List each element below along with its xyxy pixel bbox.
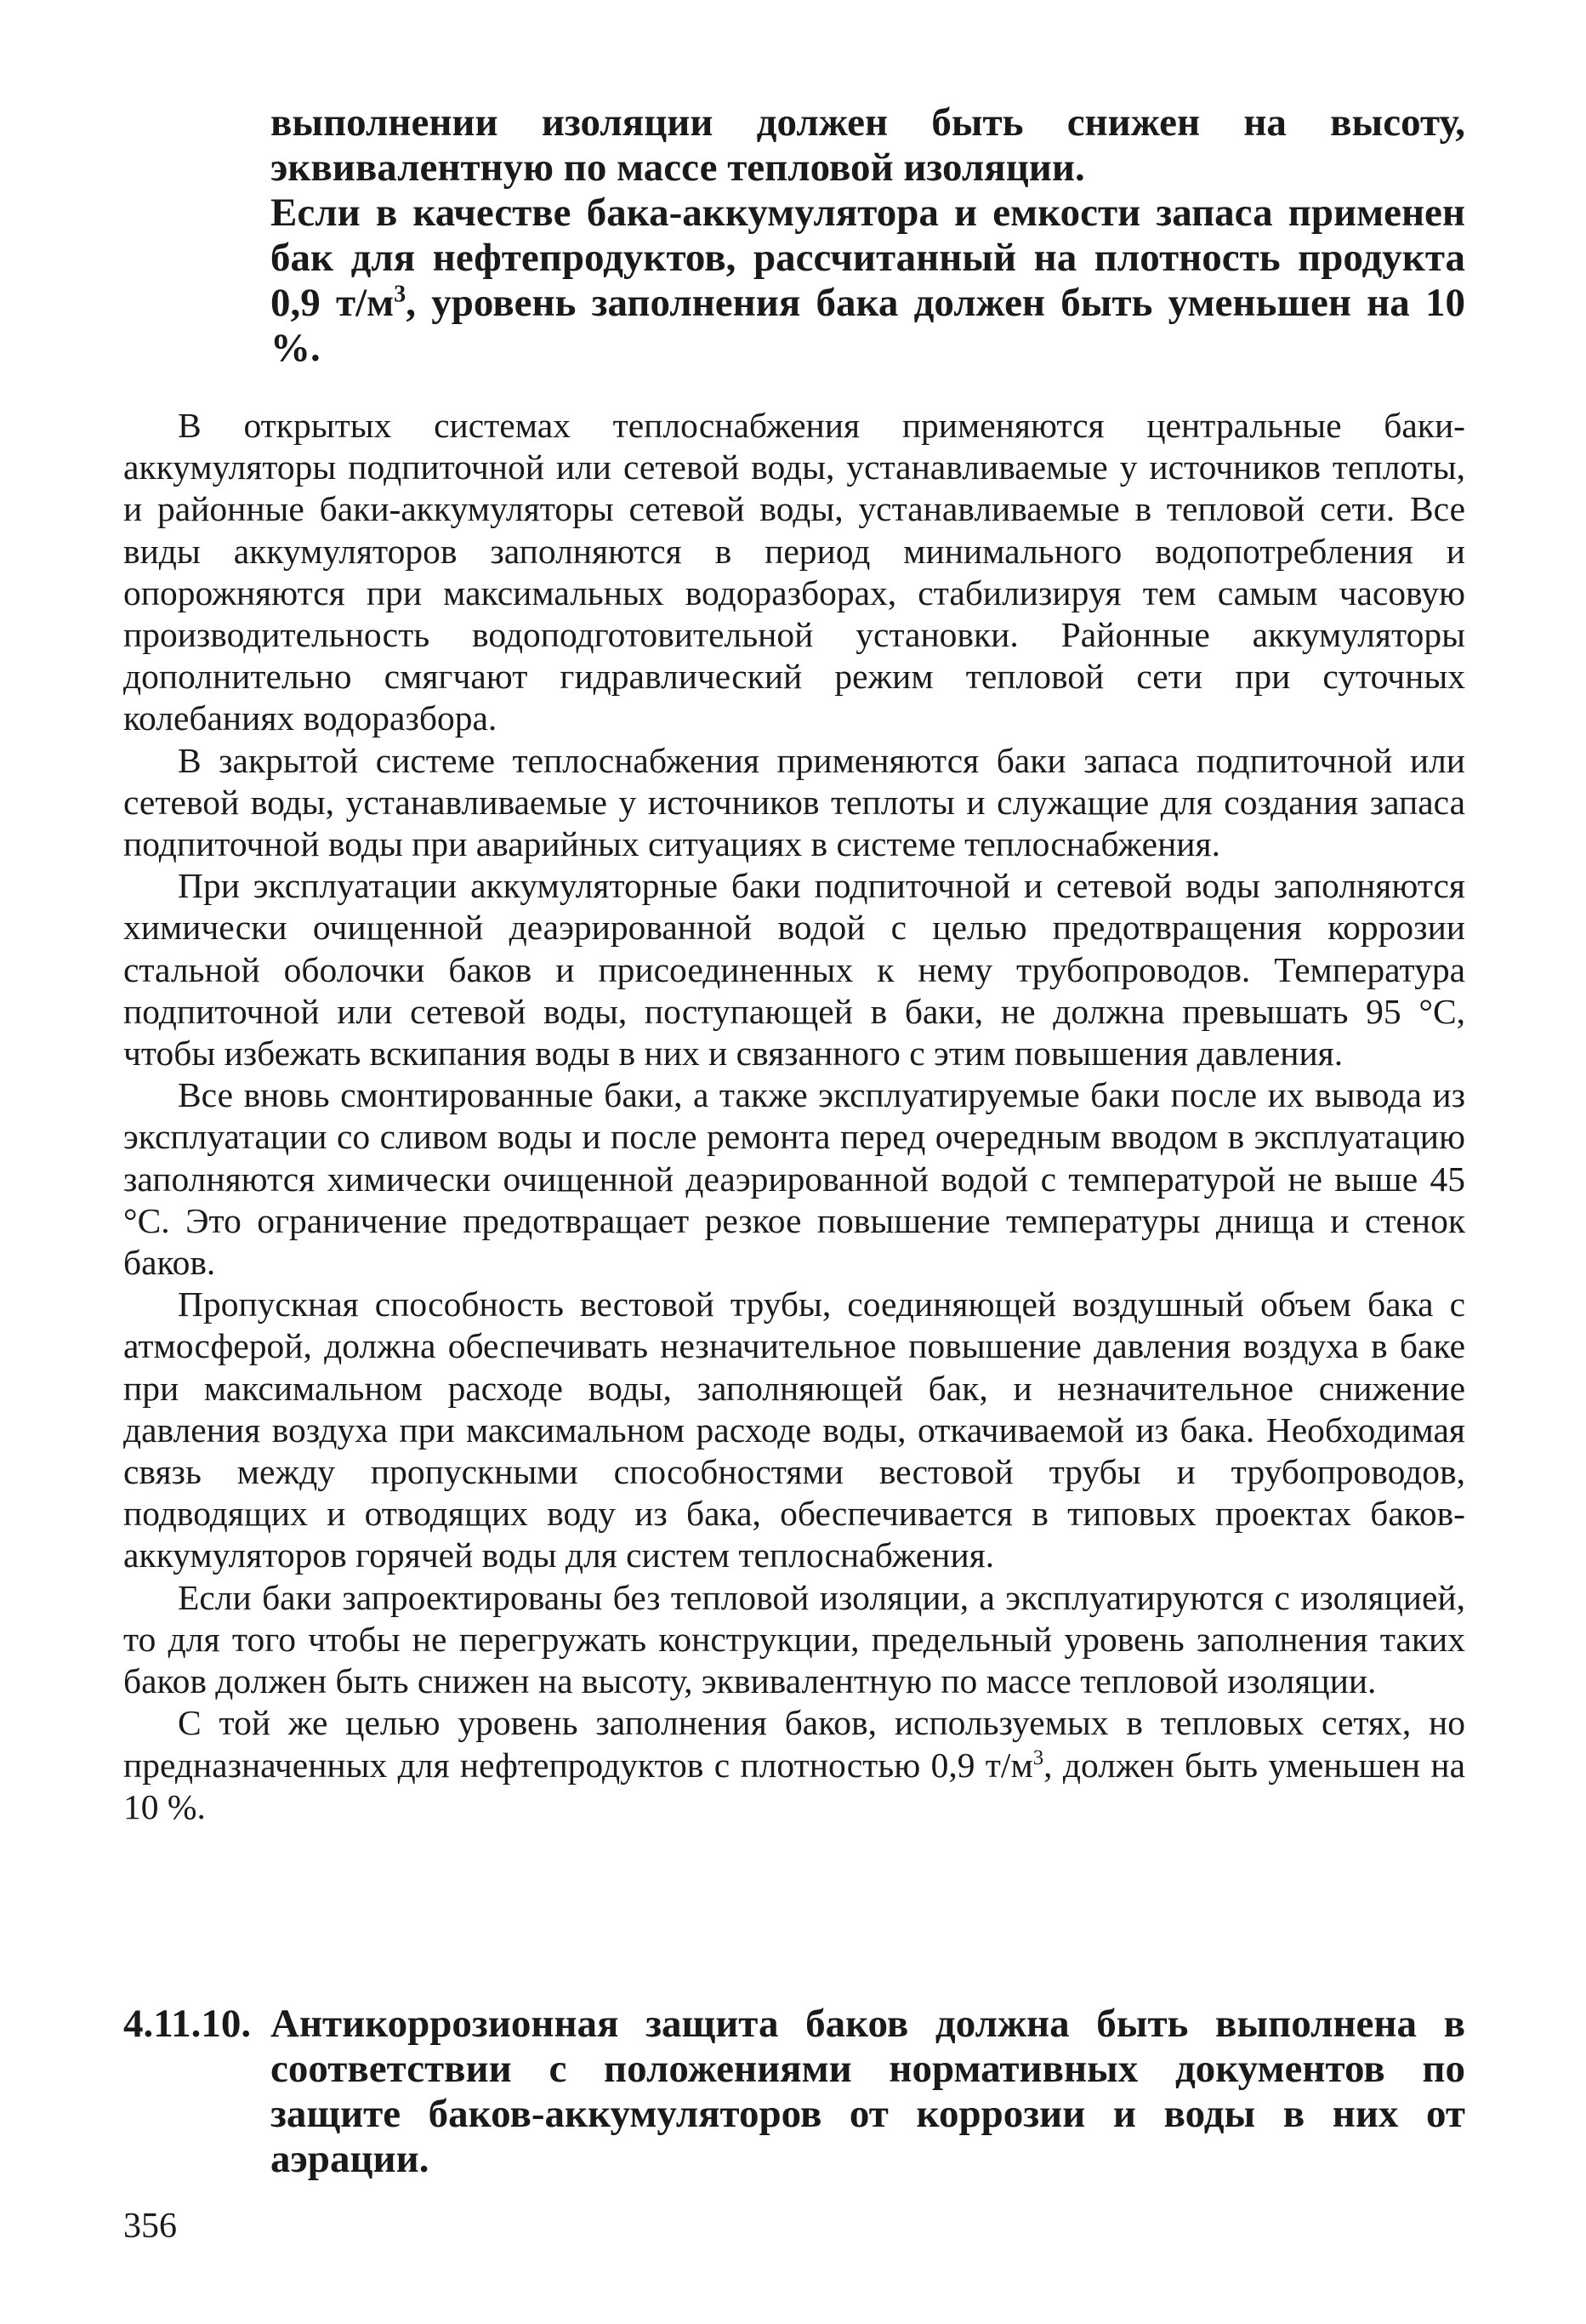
body-paragraph: При эксплуатации аккумуляторные баки подпиточной и сетевой воды заполняются химически очищенной деаэрированной водой с целью предотвращения коррозии стальной оболочки баков и присоединенных к нему трубопроводов. Температура подпиточной или сетевой воды, поступающей в баки, не должна превышать 95 °С, чтобы избежать вскипания воды в них и связанного с этим повышения давления. [123,866,1465,1074]
section-4-11-10 [123,2002,1465,2182]
body-paragraph: Пропускная способность вестовой трубы, соединяющей воздушный объем бака с атмосферой, должна обеспечивать незначительное повышение давления воздуха в баке при максимальном расходе воды, заполняющей бак, и незначительное снижение давления воздуха при максимальном расходе воды, откачиваемой из бака. Необходимая связь между пропускными способностями вестовой трубы и трубопроводов, подводящих и отводящих воду из бака, обеспечивается в типовых проектах баков-аккумуляторов горячей воды для систем теплоснабжения. [123,1284,1465,1575]
superscript: 3 [1032,1746,1044,1769]
page-number: 356 [123,2207,177,2246]
body-paragraph-last [123,1702,1465,1828]
body-paragraph: Если баки запроектированы без тепловой изоляции, а эксплуатируются с изоляцией, то для того чтобы не перегружать конструкции, предельный уровень заполнения таких баков должен быть снижен на высоту, эквивалентную по массе тепловой изоляции. [123,1577,1465,1701]
body-paragraph: В открытых системах теплоснабжения применяются центральные баки-аккумуляторы подпиточной или сетевой воды, устанавливаемые у источников теплоты, и районные баки-аккумуляторы сетевой воды, устанавливаемые в тепловой сети. Все виды аккумуляторов заполняются в период минимального водопотребления и опорожняются при максимальных водоразборах, стабилизируя тем самым часовую производительность водоподготовительной установки. Районные аккумуляторы дополнительно смягчают гидравлический режим тепловой сети при суточных колебаниях водоразбора. [123,406,1465,738]
bold-intro-block [270,100,1465,371]
last-paragraph-text-end: , должен быть уменьшен на 10 %. [123,1745,1465,1826]
body-paragraph: Все вновь смонтированные баки, а также эксплуатируемые баки после их вывода из эксплуатации со сливом воды и после ремонта перед очередным вводом в эксплуатацию заполняются химически очищенной деаэрированной водой с температурой не выше 45 °С. Это ограничение предотвращает резкое повышение температуры днища и стенок баков. [123,1075,1465,1283]
superscript: 3 [394,281,406,308]
body-paragraph: В закрытой системе теплоснабжения применяются баки запаса подпиточной или сетевой воды, устанавливаемые у источников теплоты и служащие для создания запаса подпиточной воды при аварийных ситуациях в системе теплоснабжения. [123,740,1465,864]
section-title: Антикоррозионная защита баков должна быть выполнена в соответствии с положениями нормативных документов по защите баков-аккумуляторов от коррозии и воды в них от аэрации. [270,2002,1465,2181]
body-text [123,405,1465,1828]
bold-intro-paragraph-2 [270,191,1465,371]
bold-intro-text-end: , уровень заполнения бака должен быть уменьшен на 10 %. [270,281,1465,370]
section-number: 4.11.10. [123,2002,252,2046]
bold-intro-text: Если в качестве бака-аккумулятора и емкости запаса применен бак для нефтепродуктов, рассчитанный на плотность продукта 0,9 т/м [270,191,1465,325]
bold-intro-paragraph-1: выполнении изоляции должен быть снижен на высоту, эквивалентную по массе тепловой изоляции. [270,100,1465,190]
last-paragraph-text: С той же целью уровень заполнения баков, используемых в тепловых сетях, но предназначенных для нефтепродуктов с плотностью 0,9 т/м [123,1703,1465,1785]
